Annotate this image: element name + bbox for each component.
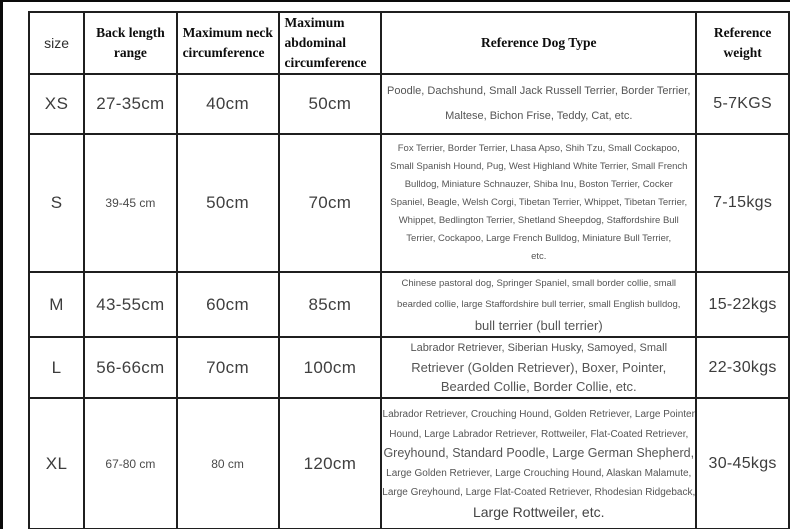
dog-type-line: bull terrier (bull terrier) (474, 318, 603, 333)
dog-type-line: Large Rottweiler, etc. (472, 503, 605, 520)
header-row (29, 12, 789, 74)
dog-type-line: Small Spanish Hound, Pug, West Highland White Terrier, Small French (390, 161, 688, 172)
reference-weight-cell: 7-15kgs (696, 134, 789, 272)
back-length-cell: 67-80 cm (84, 398, 176, 529)
dog-type-line: bearded collie, large Staffordshire bull terrier, small English bulldog, (397, 299, 681, 310)
reference-weight-cell: 22-30kgs (696, 337, 789, 398)
size-cell: M (29, 272, 84, 337)
reference-weight-cell: 15-22kgs (696, 272, 789, 337)
dog-type-line: Labrador Retriever, Crouching Hound, Golden Retriever, Large Pointer (382, 409, 695, 420)
dog-type-line: Greyhound, Standard Poodle, Large German Shepherd, (383, 446, 695, 460)
dog-size-table (28, 11, 790, 529)
back-length-cell: 43-55cm (84, 272, 176, 337)
abdominal-cell: 100cm (279, 337, 382, 398)
reference-dog-type-cell (381, 398, 696, 529)
reference-dog-type-cell (381, 74, 696, 134)
table-body (29, 74, 789, 529)
reference-dog-type-cell (381, 337, 696, 398)
dog-type-line: Fox Terrier, Border Terrier, Lhasa Apso, Shih Tzu, Small Cockapoo, (397, 143, 680, 154)
reference-dog-type-cell (381, 134, 696, 272)
dog-type-line: Spaniel, Beagle, Welsh Corgi, Tibetan Terrier, Whippet, Tibetan Terrier, (390, 197, 688, 208)
size-cell: L (29, 337, 84, 398)
dog-type-line: Hound, Large Labrador Retriever, Rottweiler, Flat-Coated Retriever, (389, 428, 689, 440)
neck-cell: 50cm (177, 134, 279, 272)
dog-type-line: Terrier, Cockapoo, Large French Bulldog, Miniature Bull Terrier, (406, 233, 672, 244)
abdominal-cell: 120cm (279, 398, 382, 529)
size-cell: S (29, 134, 84, 272)
column-header-reference-weight: Reference weight (696, 12, 789, 74)
column-header-reference-dog-type: Reference Dog Type (381, 12, 696, 74)
left-frame-line (0, 0, 3, 529)
table-row-xs (29, 74, 789, 134)
dog-type-line: Whippet, Bedlington Terrier, Shetland Sheepdog, Staffordshire Bull (398, 215, 679, 226)
table-row-s (29, 134, 789, 272)
abdominal-cell: 85cm (279, 272, 382, 337)
column-header-maximum-neck-circumference: Maximum neck circumference (177, 12, 279, 74)
dog-type-line: Bulldog, Miniature Schnauzer, Shiba Inu, Boston Terrier, Cocker (404, 179, 673, 190)
back-length-cell: 27-35cm (84, 74, 176, 134)
neck-cell: 40cm (177, 74, 279, 134)
dog-type-line: Retriever (Golden Retriever), Boxer, Pointer, (411, 360, 667, 375)
abdominal-cell: 70cm (279, 134, 382, 272)
dog-type-line: etc. (531, 251, 547, 262)
dog-type-line: Poodle, Dachshund, Small Jack Russell Terrier, Border Terrier, (387, 85, 691, 97)
dog-type-line: Labrador Retriever, Siberian Husky, Samoyed, Small (410, 342, 668, 354)
column-header-back-length-range: Back length range (84, 12, 176, 74)
neck-cell: 60cm (177, 272, 279, 337)
dog-type-line: Bearded Collie, Border Collie, etc. (440, 379, 637, 394)
column-header-size: size (29, 12, 84, 74)
column-header-maximum-abdominal-circumference: Maximum abdominal circumference (279, 12, 382, 74)
size-cell: XL (29, 398, 84, 529)
size-cell: XS (29, 74, 84, 134)
abdominal-cell: 50cm (279, 74, 382, 134)
reference-weight-cell: 5-7KGS (696, 74, 789, 134)
table-row-l (29, 337, 789, 398)
dog-type-line: Large Golden Retriever, Large Crouching Hound, Alaskan Malamute, (386, 467, 692, 479)
neck-cell: 80 cm (177, 398, 279, 529)
reference-dog-type-cell (381, 272, 696, 337)
back-length-cell: 56-66cm (84, 337, 176, 398)
neck-cell: 70cm (177, 337, 279, 398)
dog-type-line: Maltese, Bichon Frise, Teddy, Cat, etc. (445, 110, 633, 122)
table-row-xl (29, 398, 789, 529)
top-frame-line (0, 0, 790, 2)
table-row-m (29, 272, 789, 337)
dog-type-line: Large Greyhound, Large Flat-Coated Retriever, Rhodesian Ridgeback, (382, 487, 696, 498)
dog-type-line: Chinese pastoral dog, Springer Spaniel, small border collie, small (401, 278, 677, 289)
reference-weight-cell: 30-45kgs (696, 398, 789, 529)
back-length-cell: 39-45 cm (84, 134, 176, 272)
